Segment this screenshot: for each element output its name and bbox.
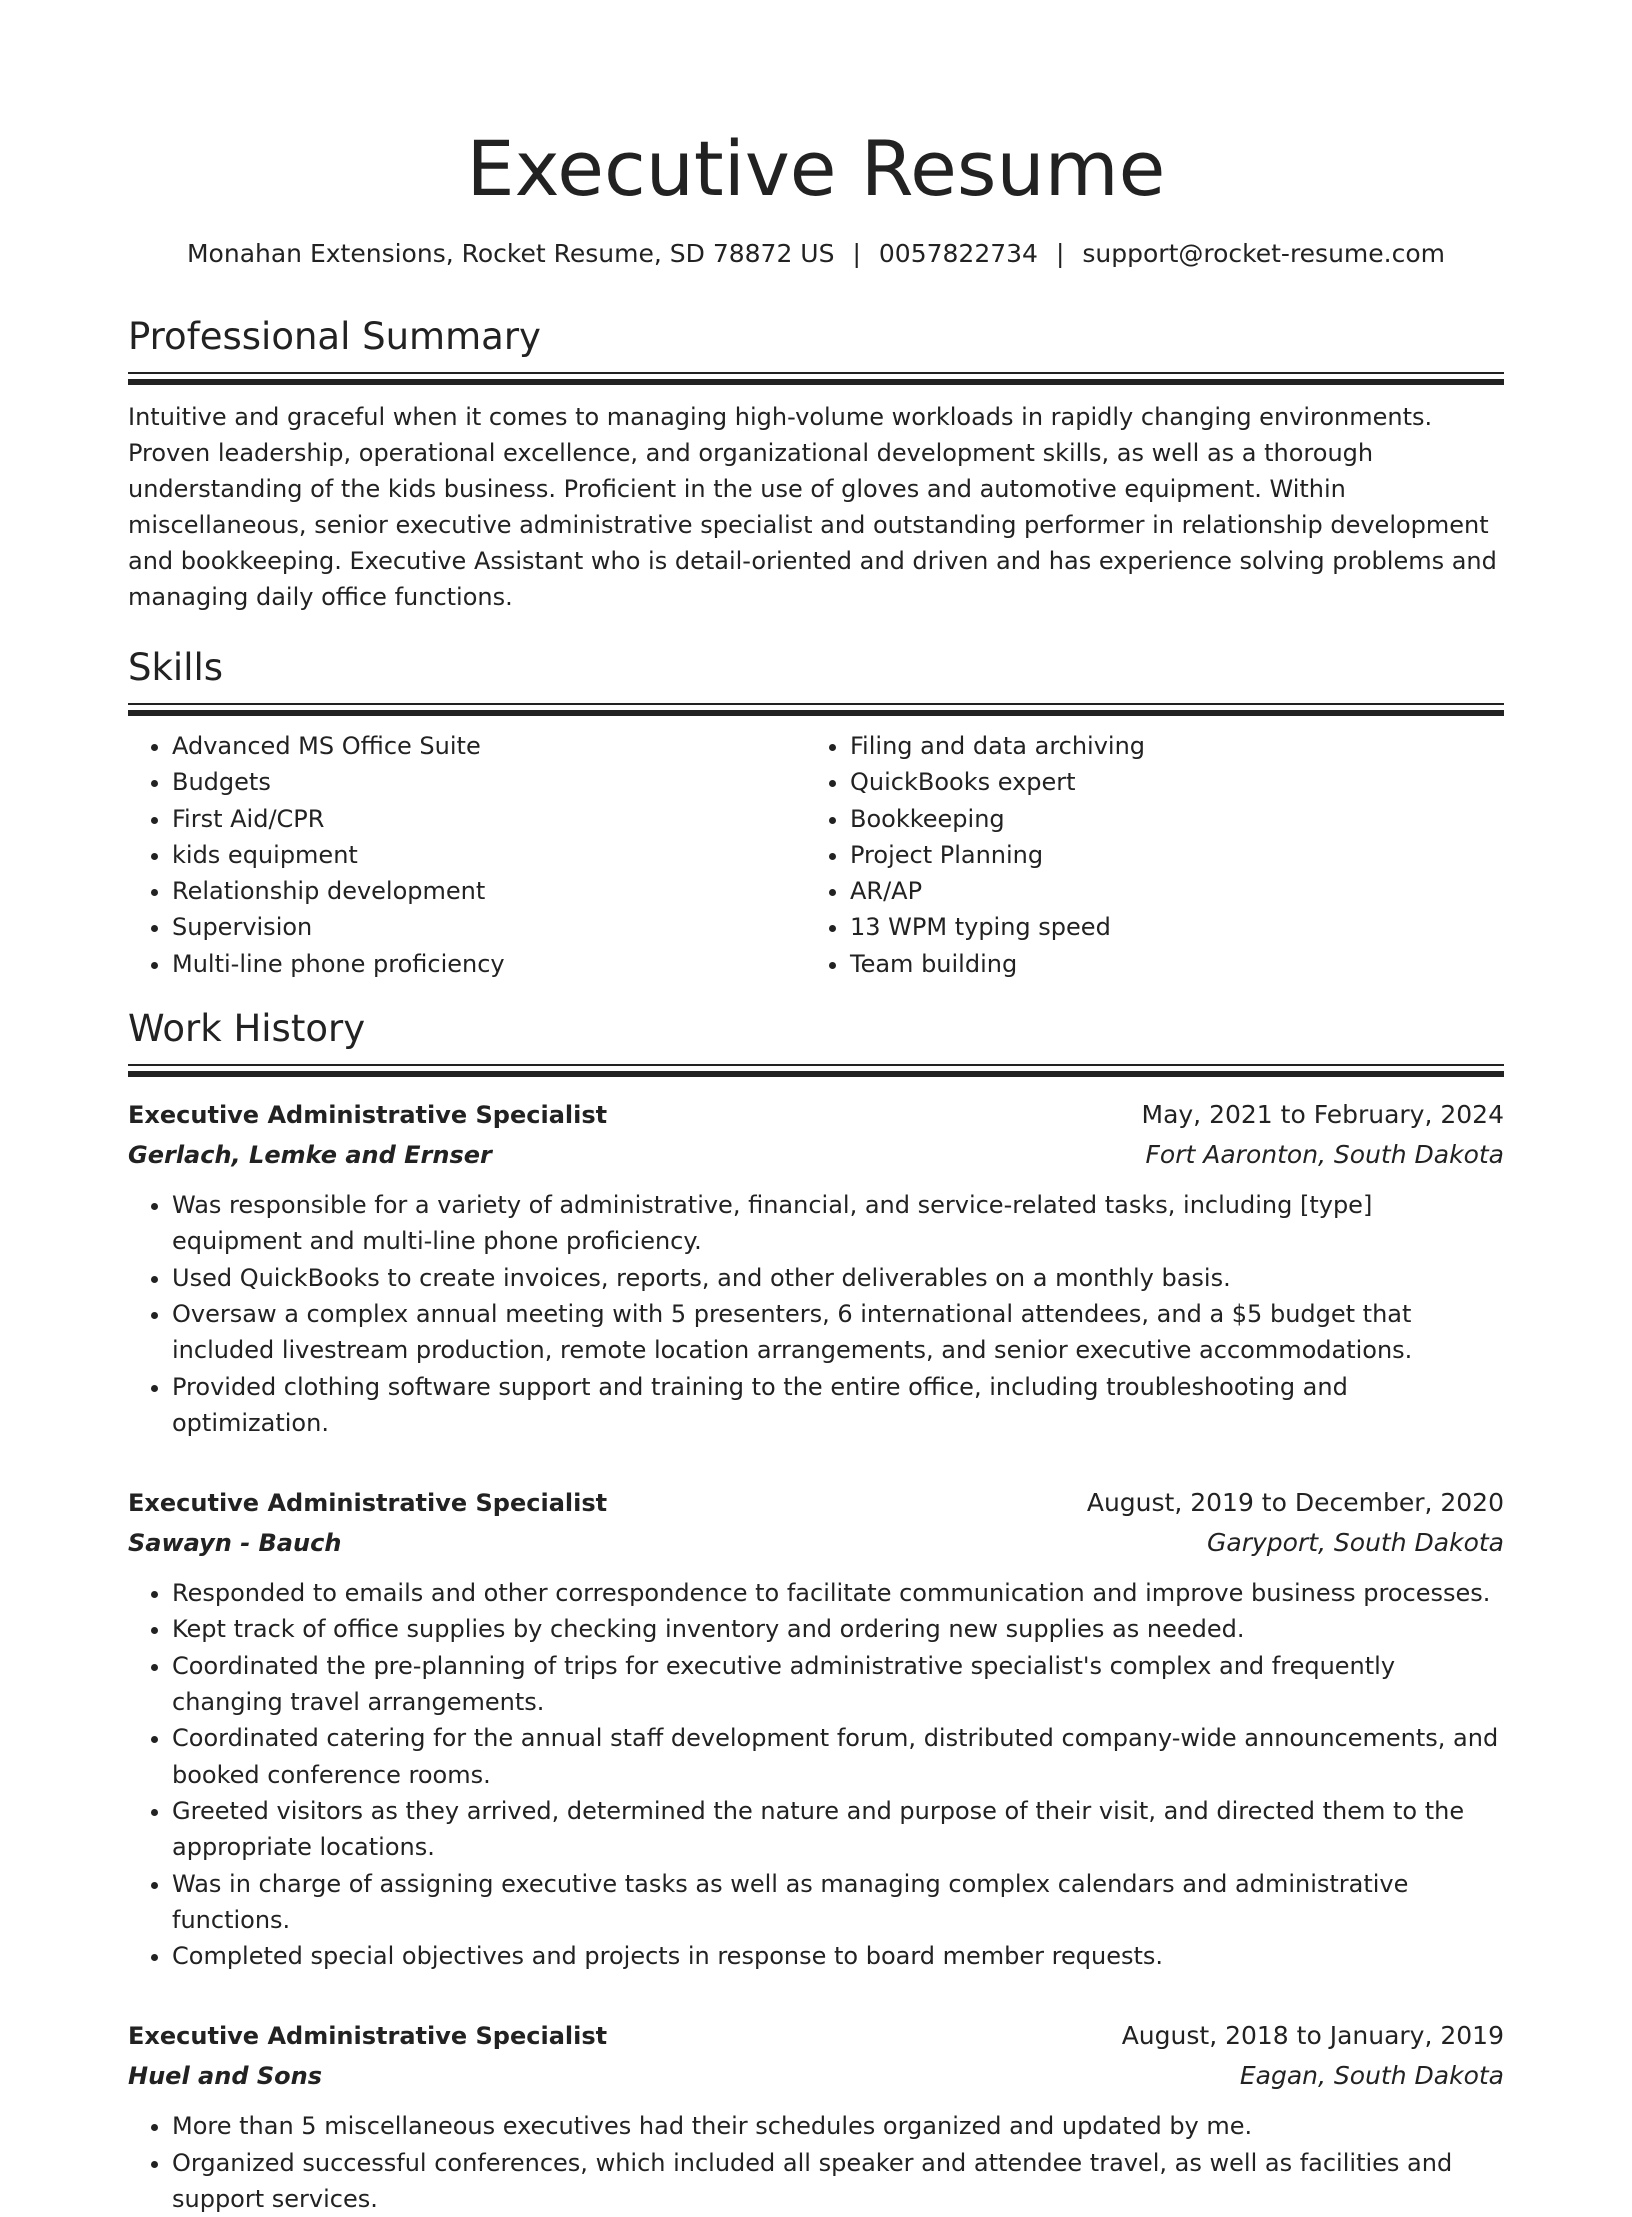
job-bullet: • More than 5 miscellaneous executives had their schedules organized and updated by me. [172, 2108, 1504, 2144]
work-history-section [128, 1006, 1504, 2217]
job-bullet: • Used QuickBooks to create invoices, reports, and other deliverables on a monthly basis. [172, 1260, 1504, 1296]
resume-page [128, 0, 1504, 2217]
section-divider [128, 1064, 1504, 1066]
job-title-row [128, 1483, 1504, 1523]
job-company-row [128, 1135, 1504, 1175]
job-bullet: • Completed special objectives and projects in response to board member requests. [172, 1938, 1504, 1974]
job-company-row [128, 1523, 1504, 1563]
summary-heading: Professional Summary [128, 315, 541, 358]
job-bullet: • Responded to emails and other correspondence to facilitate communication and improve business processes. [172, 1575, 1504, 1611]
contact-phone: 0057822734 [878, 239, 1038, 268]
contact-separator: | [1055, 239, 1065, 268]
job-title: Executive Administrative Specialist [128, 2022, 608, 2051]
job-bullet: • Was in charge of assigning executive tasks as well as managing complex calendars and administrative functions. [172, 1866, 1504, 1939]
job-dates: May, 2021 to February, 2024 [1141, 1100, 1504, 1130]
contact-line [128, 236, 1504, 272]
skill-item: • AR/AP [850, 873, 1490, 909]
skills-section [128, 645, 1504, 982]
contact-email: support@rocket-resume.com [1082, 239, 1446, 268]
job-bullets [128, 1575, 1504, 1974]
job-bullet: • Kept track of office supplies by checking inventory and ordering new supplies as needed. [172, 1611, 1504, 1647]
skill-item: • Bookkeeping [850, 801, 1490, 837]
job-title-row [128, 2016, 1504, 2056]
job-location: Garyport, South Dakota [1207, 1528, 1504, 1558]
job-bullet: • Organized successful conferences, which included all speaker and attendee travel, as well as facilities and support services. [172, 2145, 1504, 2217]
skills-list-right [806, 728, 1490, 982]
contact-address: Monahan Extensions, Rocket Resume, SD 78872 US [186, 239, 835, 268]
skill-item: • kids equipment [172, 837, 806, 873]
job-bullet: • Was responsible for a variety of administrative, financial, and service-related tasks, including [type] equipment and multi-line phone proficiency. [172, 1187, 1504, 1260]
skill-item: • 13 WPM typing speed [850, 909, 1490, 945]
summary-section [128, 314, 1504, 615]
job-company: Huel and Sons [128, 2062, 322, 2091]
job-bullet: • Oversaw a complex annual meeting with 5 presenters, 6 international attendees, and a $5 budget that included livestream production, remote location arrangements, and senior executive accommodations. [172, 1296, 1504, 1369]
work-history-heading: Work History [128, 1007, 366, 1051]
skill-item: • Multi-line phone proficiency [172, 946, 806, 982]
skill-item: • Project Planning [850, 837, 1490, 873]
skill-item: • Team building [850, 946, 1490, 982]
job-title-row [128, 1095, 1504, 1135]
job-company-row [128, 2056, 1504, 2096]
job-location: Fort Aaronton, South Dakota [1145, 1140, 1504, 1170]
job-entry [128, 1483, 1504, 1974]
summary-text: Intuitive and graceful when it comes to managing high-volume workloads in rapidly changing environments. Proven leadership, operational excellence, and organizational development skills, as well as a thorough understanding of the kids business. Proficient in the use of gloves and automotive equipment. Within miscellaneous, senior executive administrative specialist and outstanding performer in relationship development and bookkeeping. Executive Assistant who is detail-oriented and driven and has experience solving problems and managing daily office functions. [128, 403, 1497, 611]
skill-item: • Advanced MS Office Suite [172, 728, 806, 764]
skills-heading: Skills [128, 646, 224, 689]
job-company: Sawayn - Bauch [128, 1529, 342, 1558]
job-dates: August, 2018 to January, 2019 [1121, 2021, 1504, 2051]
section-divider [128, 372, 1504, 374]
job-bullets [128, 1187, 1504, 1441]
job-entry [128, 2016, 1504, 2217]
job-entry [128, 1095, 1504, 1441]
skill-item: • Filing and data archiving [850, 728, 1490, 764]
skill-item: • QuickBooks expert [850, 764, 1490, 800]
skills-columns [128, 728, 1504, 982]
job-bullet: • Provided clothing software support and training to the entire office, including troubleshooting and optimization. [172, 1369, 1504, 1442]
job-bullet: • Coordinated the pre-planning of trips for executive administrative specialist's complex and frequently changing travel arrangements. [172, 1648, 1504, 1721]
skill-item: • Relationship development [172, 873, 806, 909]
job-bullets [128, 2108, 1504, 2217]
section-divider-thick [128, 710, 1504, 716]
contact-separator: | [852, 239, 861, 268]
job-title: Executive Administrative Specialist [128, 1489, 608, 1518]
job-bullet: • Greeted visitors as they arrived, determined the nature and purpose of their visit, and directed them to the appropriate locations. [172, 1793, 1504, 1866]
job-company: Gerlach, Lemke and Ernser [128, 1141, 492, 1170]
job-dates: August, 2019 to December, 2020 [1086, 1488, 1504, 1518]
job-title: Executive Administrative Specialist [128, 1101, 608, 1130]
resume-name: Executive Resume [466, 124, 1166, 213]
section-divider [128, 703, 1504, 705]
skill-item: • Budgets [172, 764, 806, 800]
section-divider-thick [128, 1071, 1504, 1077]
job-location: Eagan, South Dakota [1239, 2061, 1504, 2091]
skill-item: • First Aid/CPR [172, 801, 806, 837]
skill-item: • Supervision [172, 909, 806, 945]
job-bullet: • Coordinated catering for the annual staff development forum, distributed company-wide announcements, and booked conference rooms. [172, 1720, 1504, 1793]
skills-list-left [128, 728, 806, 982]
section-divider-thick [128, 379, 1504, 385]
